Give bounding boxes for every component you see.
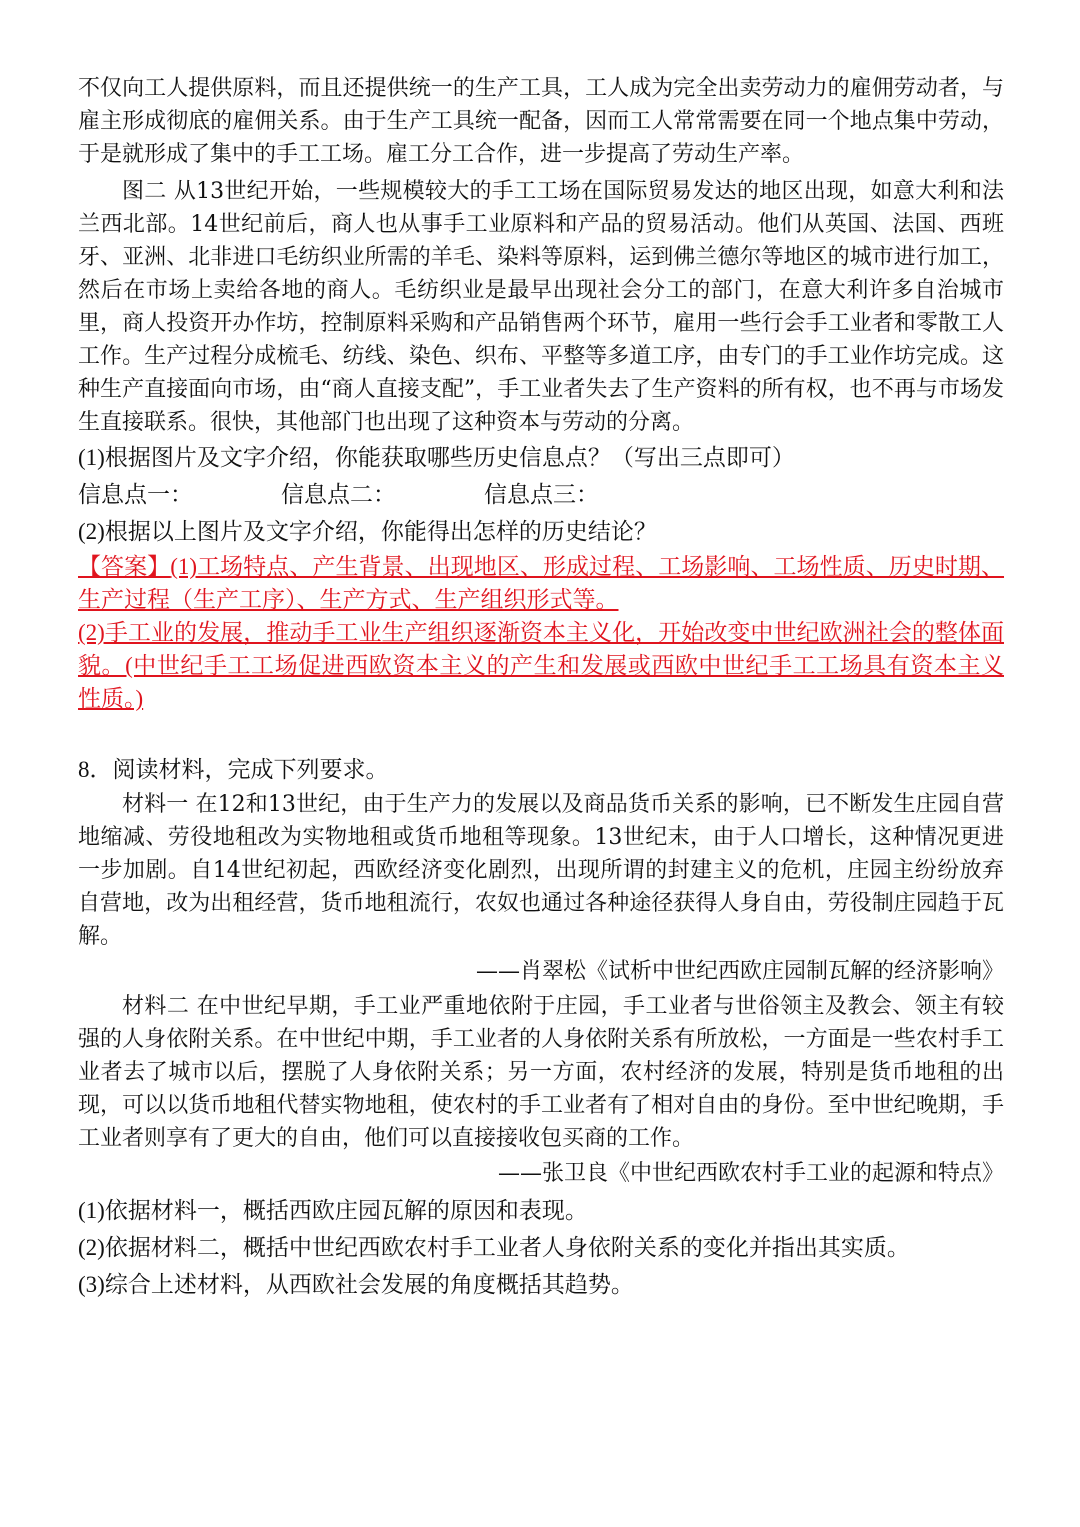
info-point-3: 信息点三：	[484, 482, 599, 507]
paragraph-continued: 不仅向工人提供原料，而且还提供统一的生产工具，工人成为完全出卖劳动力的雇佣劳动者，与雇主形成彻底的雇佣关系。由于生产工具统一配备，因而工人常常需要在同一个地点集中劳动，于是就形成了集中的手工工场。雇工分工合作，进一步提高了劳动生产率。	[78, 76, 1004, 167]
material-2: 材料二 在中世纪早期，手工业严重地依附于庄园，手工业者与世俗领主及教会、领主有较强的人身依附关系。在中世纪中期，手工业者的人身依附关系有所放松，一方面是一些农村手工业者去了城市以后，摆脱了人身依附关系；另一方面，农村经济的发展，特别是货币地租的出现，可以以货币地租代替实物地租，使农村的手工业者有了相对自由的身份。至中世纪晚期，手工业者则享有了更大的自由，他们可以直接接收包买商的工作。	[78, 994, 1004, 1151]
question-8-2: (2)依据材料二，概括中世纪西欧农村手工业者人身依附关系的变化并指出其实质。	[78, 1235, 910, 1260]
material-2-source: ——张卫良《中世纪西欧农村手工业的起源和特点》	[497, 1161, 1004, 1186]
info-points-row	[78, 476, 1004, 513]
question-8-3: (3)综合上述材料，从西欧社会发展的角度概括其趋势。	[78, 1272, 634, 1297]
material-1-source: ——肖翠松《试析中世纪西欧庄园制瓦解的经济影响》	[475, 959, 1004, 984]
answer-tag: 【答案】	[78, 554, 171, 579]
question-8-title: 8．阅读材料，完成下列要求。	[78, 757, 389, 782]
answer-1-text: (1)工场特点、产生背景、出现地区、形成过程、工场影响、工场性质、历史时期、生产过程（生产工序）、生产方式、生产组织形式等。	[78, 554, 1005, 612]
material-1: 材料一 在12和13世纪，由于生产力的发展以及商品货币关系的影响，已不断发生庄园自营地缩减、劳役地租改为实物地租或货币地租等现象。13世纪末，由于人口增长，这种情况更进一步加剧。自14世纪初起，西欧经济变化剧烈，出现所谓的封建主义的危机，庄园主纷纷放弃自营地，改为出租经营，货币地租流行，农奴也通过各种途径获得人身自由，劳役制庄园趋于瓦解。	[78, 792, 1004, 949]
question-7-2: (2)根据以上图片及文字介绍，你能得出怎样的历史结论？	[78, 519, 657, 544]
question-8-1: (1)依据材料一，概括西欧庄园瓦解的原因和表现。	[78, 1198, 588, 1223]
answer-2: (2)手工业的发展，推动手工业生产组织逐渐资本主义化，开始改变中世纪欧洲社会的整体面貌。(中世纪手工工场促进西欧资本主义的产生和发展或西欧中世纪手工工场具有资本主义性质。)	[78, 620, 1004, 711]
info-point-1: 信息点一：	[78, 482, 193, 507]
question-7-1: (1)根据图片及文字介绍，你能获取哪些历史信息点？（写出三点即可）	[78, 445, 795, 470]
section-spacer	[78, 715, 1004, 751]
figure-2-description: 图二 从13世纪开始，一些规模较大的手工工场在国际贸易发达的地区出现，如意大利和法兰西北部。14世纪前后，商人也从事手工业原料和产品的贸易活动。他们从英国、法国、西班牙、亚洲、北非进口毛纺织业所需的羊毛、染料等原料，运到佛兰德尔等地区的城市进行加工，然后在市场上卖给各地的商人。毛纺织业是最早出现社会分工的部门，在意大利许多自治城市里，商人投资开办作坊，控制原料采购和产品销售两个环节，雇用一些行会手工业者和零散工人工作。生产过程分成梳毛、纺线、染色、织布、平整等多道工序，由专门的手工业作坊完成。这种生产直接面向市场，由“商人直接支配”，手工业者失去了生产资料的所有权，也不再与市场发生直接联系。很快，其他部门也出现了这种资本与劳动的分离。	[78, 179, 1004, 435]
info-point-2: 信息点二：	[281, 482, 396, 507]
answer-1	[78, 550, 1004, 616]
